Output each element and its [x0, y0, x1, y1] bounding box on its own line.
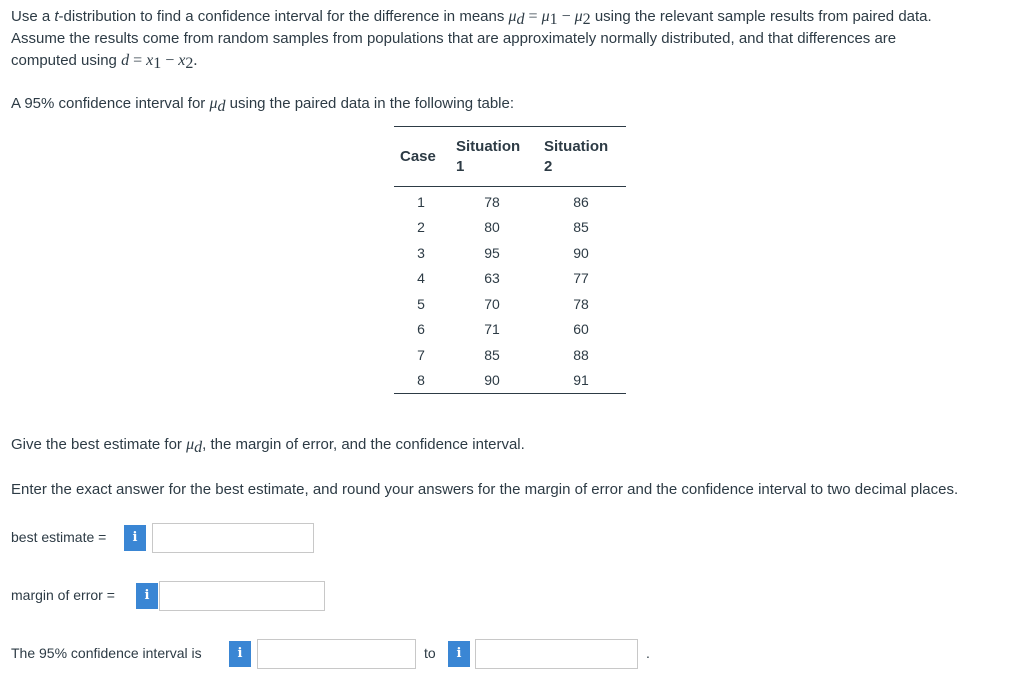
- table-row: 2 80 85: [417, 219, 589, 236]
- ci-end-period: .: [646, 645, 650, 661]
- best-estimate-label: best estimate =: [11, 529, 107, 545]
- table-row: 5 70 78: [417, 295, 589, 312]
- give-instruction: Give the best estimate for $\mu_d$, the margin of error, and the confidence interval.: [11, 436, 525, 456]
- margin-of-error-label: margin of error =: [11, 587, 115, 603]
- best-estimate-input[interactable]: [152, 523, 314, 553]
- table-row: 1 78 86: [417, 193, 589, 210]
- problem-line-3: computed using $d = x_1 - x_2$.: [11, 52, 198, 72]
- paired-data-table: [394, 126, 626, 394]
- rounding-instruction: Enter the exact answer for the best estimate, and round your answers for the margin of error and the confidence interval to two decimal places.: [11, 481, 959, 498]
- info-icon[interactable]: i: [136, 583, 158, 609]
- problem-line-1: Use a t-distribution to find a confidence interval for the difference in means $\mu_d = \mu_1 - \mu_2$ using the relevant sample results from paired data.: [11, 8, 932, 28]
- table-row: 4 63 77: [417, 270, 589, 287]
- confidence-interval-label: The 95% confidence interval is: [11, 645, 202, 661]
- table-header-row: [394, 127, 626, 187]
- ci-to-label: to: [424, 645, 436, 661]
- header-case: Case: [394, 127, 448, 187]
- header-situation-2: Situation 2: [536, 127, 626, 187]
- ci-lower-input[interactable]: [257, 639, 416, 669]
- info-icon[interactable]: i: [448, 641, 470, 667]
- table-intro: A 95% confidence interval for $\mu_d$ using the paired data in the following table:: [11, 95, 515, 115]
- header-situation-1: Situation 1: [448, 127, 536, 187]
- problem-line-2: Assume the results come from random samples from populations that are approximately normally distributed, and that differences are: [11, 30, 897, 47]
- hypothesis-equation: $\mu_d = \mu_1 - \mu_2$: [508, 8, 591, 28]
- table-row: 8 90 91: [394, 368, 626, 394]
- ci-upper-input[interactable]: [475, 639, 638, 669]
- table-row: 6 71 60: [417, 321, 589, 338]
- table-row: 7 85 88: [417, 346, 589, 363]
- info-icon[interactable]: i: [229, 641, 251, 667]
- info-icon[interactable]: i: [124, 525, 146, 551]
- difference-equation: $d = x_1 - x_2$.: [121, 52, 198, 72]
- table-row: 3 95 90: [417, 244, 589, 261]
- margin-of-error-input[interactable]: [159, 581, 325, 611]
